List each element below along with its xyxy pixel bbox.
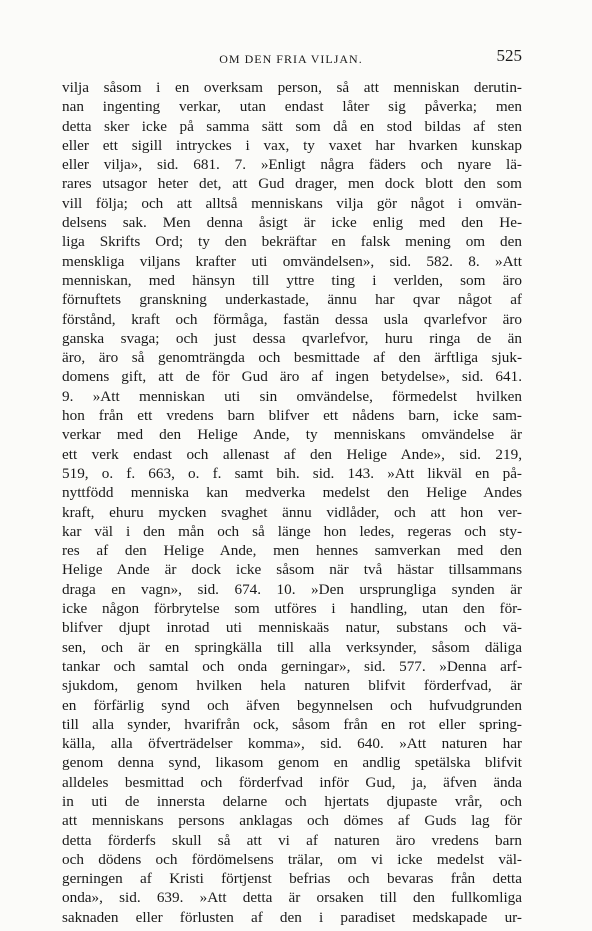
text-line: ganska svaga; och just dessa qvarlefvor, huru ringa de än (62, 329, 522, 347)
page-header (60, 46, 522, 72)
text-line: nyttfödd menniska kan medverka medelst den Helige Andes (62, 484, 522, 502)
text-line: att menniskans persons anklagas och dömes af Guds lag för (62, 812, 522, 830)
text-line: vill följa; och att alltså menniskans vilja gör något i omvän- (62, 194, 522, 212)
text-line: tankar och samtal och onda gerningar», sid. 577. »Denna arf- (62, 657, 522, 675)
running-head: OM DEN FRIA VILJAN. (219, 52, 363, 66)
text-line: ett verk endast och allenast af den Helige Ande», sid. 219, (62, 445, 522, 463)
text-line: draga en vagn», sid. 674. 10. »Den ursprungliga synden är (62, 580, 522, 598)
text-line: till alla synder, hvarifrån ock, såsom från en rot eller spring- (62, 715, 522, 733)
text-line: domens gift, att de för Gud äro af ingen betydelse», sid. 641. (62, 368, 522, 386)
text-line: vilja såsom i en overksam person, så att menniskan derutin- (62, 79, 522, 96)
text-line: äro, äro så genomträngda och besmittade af den ärftliga sjuk- (62, 349, 522, 367)
text-line: och dödens och fördömelsens trälar, om vi icke medelst väl- (62, 850, 522, 868)
text-line: sjukdom, genom hvilken hela naturen blifvit förderfvad, är (62, 677, 522, 695)
text-line: källa, alla öfverträdelser komma», sid. 640. »Att naturen har (62, 735, 522, 753)
text-line: sen, och är en springkälla till alla verksynder, såsom däliga (62, 638, 522, 656)
text-line: onda», sid. 639. »Att detta är orsaken till den fullkomliga (62, 889, 522, 907)
text-line: hon från ett vredens barn blifver ett nådens barn, icke sam- (62, 407, 522, 425)
text-line: res af den Helige Ande, men hennes samverkan med den (62, 542, 522, 560)
text-line: liga Skrifts Ord; ty den bekräftar en falsk mening om den (62, 233, 522, 251)
text-line: eller ett sigill intryckes i vax, ty vaxet har hvarken kunskap (62, 136, 522, 154)
text-line: menskliga viljans krafter uti omvändelsen», sid. 582. 8. »Att (62, 252, 522, 270)
text-line: kraft, ehuru mycken svaghet ännu vidlåder, och att hon ver- (62, 503, 522, 521)
text-line: in uti de innersta delarne och hjertats djupaste vrår, och (62, 792, 522, 810)
text-line: detta förderfs skull så att vi af naturen äro vredens barn (62, 831, 522, 849)
text-line: icke någon förbrytelse som utföres i handling, utan den för- (62, 600, 522, 618)
text-line: menniskan, med hänsyn till yttre ting i verlden, som äro (62, 271, 522, 289)
text-line: 519, o. f. 663, o. f. samt bih. sid. 143. »Att likväl en på- (62, 464, 522, 482)
text-line: eller vilja», sid. 681. 7. »Enligt några fäders och nyare lä- (62, 156, 522, 174)
text-line: förstånd, kraft och förmåga, fastän dessa usla qvarlefvor äro (62, 310, 522, 328)
text-line: detta sker icke på samma sätt som då en stod bildas af sten (62, 117, 522, 135)
text-line: rares utsagor heter det, att Gud drager, men dock blott den som (62, 175, 522, 193)
text-line: en förfärlig synd och äfven begynnelsen och hufvudgrunden (62, 696, 522, 714)
text-line: kar väl i den mån och så länge hon ledes, regeras och sty- (62, 522, 522, 540)
text-line: Helige Ande är dock icke såsom när två hästar tillsammans (62, 561, 522, 579)
text-line: saknaden eller förlusten af den i paradiset medskapade ur- (62, 908, 522, 926)
text-line: alldeles besmittad och förderfvad inför Gud, ja, äfven ända (62, 773, 522, 791)
text-line: blifver djupt inrotad uti menniskaäs natur, substans och vä- (62, 619, 522, 637)
text-line: nan ingenting verkar, utan endast låter sig påverka; men (62, 98, 522, 116)
text-line: förnuftets granskning underkastade, ännu har qvar något af (62, 291, 522, 309)
text-line: delsens sak. Men denna åsigt är icke enlig med den He- (62, 214, 522, 232)
page-number: 525 (496, 46, 522, 65)
body-text (62, 78, 522, 927)
text-line: gerningen af Kristi förtjenst befrias och bevaras från detta (62, 870, 522, 888)
text-line: genom denna synd, likasom genom en andlig spetälska blifvit (62, 754, 522, 772)
text-line: verkar med den Helige Ande, ty menniskans omvändelse är (62, 426, 522, 444)
text-line: 9. »Att menniskan uti sin omvändelse, förmedelst hvilken (62, 387, 522, 405)
